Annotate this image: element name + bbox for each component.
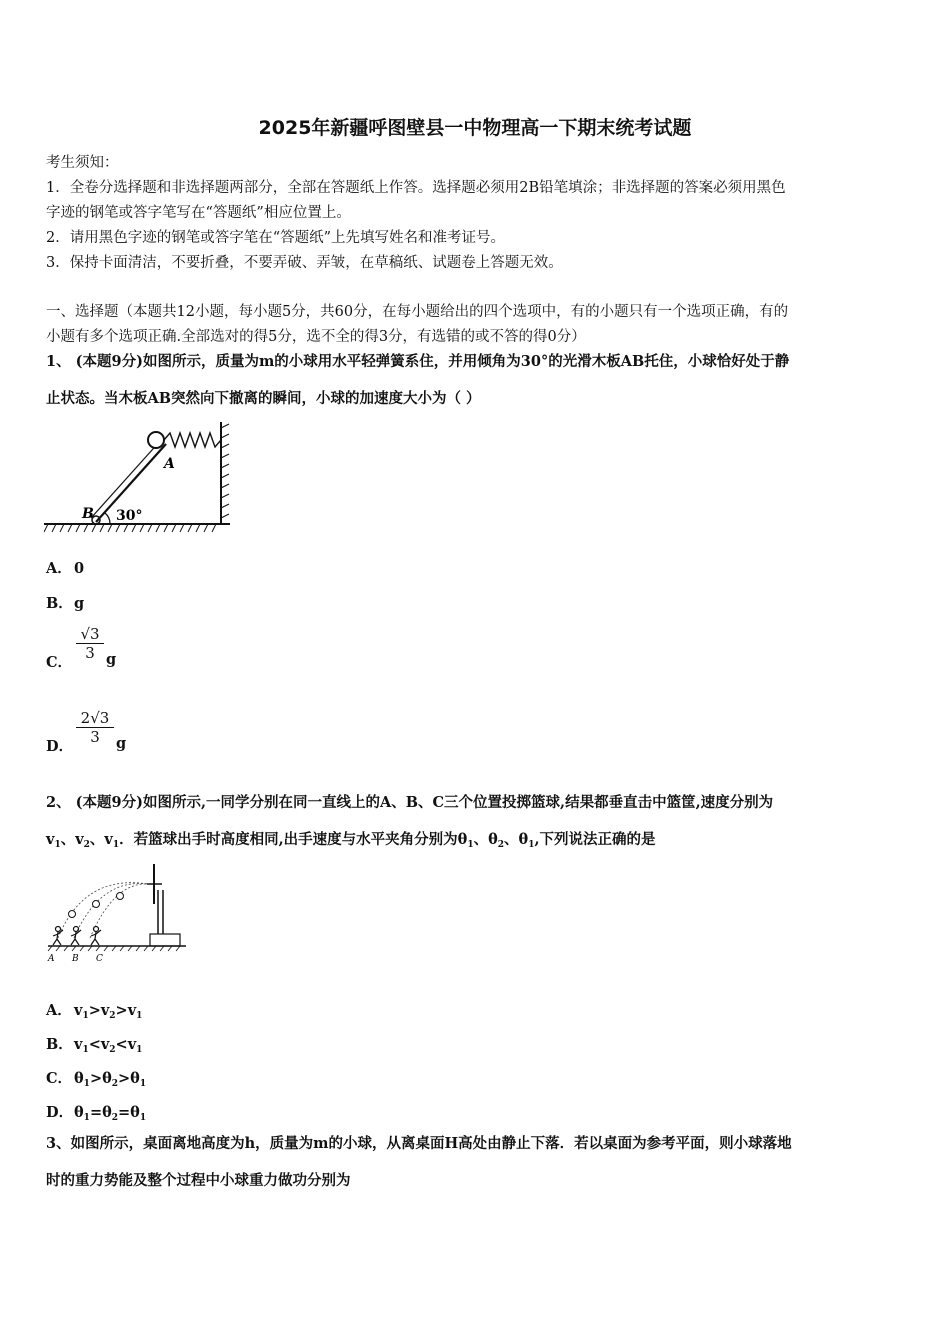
notice-heading: 考生须知：	[46, 155, 119, 171]
option-label: B．	[46, 595, 73, 612]
section-heading: 一、选择题（本题共12小题，每小题5分，共60分，在每小题给出的四个选项中，有的小题只有一个选项正确，有的	[46, 304, 789, 320]
q1-stem-cont: 止状态。当木板AB突然向下撤离的瞬间，小球的加速度大小为（ ）	[46, 390, 481, 407]
angle-label: 30°	[116, 508, 143, 524]
notice-item: 3．保持卡面清洁，不要折叠，不要弄破、弄皱，在草稿纸、试题卷上答题无效。	[46, 255, 563, 271]
q1-stem: 1、 (本题9分)如图所示，质量为m的小球用水平轻弹簧系住，并用倾角为30°的光滑木板AB托住，小球恰好处于静	[46, 353, 790, 370]
q1-option-a[interactable]	[46, 557, 84, 578]
q2-option-a[interactable]: A． $v_1>v_2>v_1$	[46, 1002, 143, 1021]
label-a: A	[164, 456, 175, 472]
option-suffix: g	[116, 735, 127, 752]
option-text: g	[74, 595, 85, 612]
q1-option-b[interactable]	[46, 592, 84, 613]
option-suffix: g	[106, 651, 117, 668]
fraction-denominator: 3	[85, 644, 95, 662]
q2-option-b[interactable]: B．$v_1<v_2<v_1$	[46, 1036, 143, 1055]
fraction	[76, 625, 104, 662]
fraction-numerator: √3	[80, 625, 100, 643]
q2-figure-basketball	[44, 860, 190, 964]
q2-stem-cont: $v_1$、$v_2$、$v_1$．若篮球出手时高度相同,出手速度与水平夹角分别为$\theta_1$、$\theta_2$、$\theta_1$,下列说法正确的是	[46, 831, 656, 850]
option-label: A．	[46, 560, 72, 577]
q1-figure-incline-spring	[44, 418, 236, 538]
option-text: 0	[74, 560, 85, 577]
label-b: B	[82, 506, 94, 522]
notice-item: 1．全卷分选择题和非选择题两部分，全部在答题纸上作答。选择题必须用2B铅笔填涂；非选择题的答案必须用黑色	[46, 180, 786, 196]
position-label-b: B	[72, 954, 79, 964]
q2-option-d[interactable]: D．$\theta_1=\theta_2=\theta_1$	[46, 1104, 147, 1123]
q2-option-c[interactable]: C． $\theta_1>\theta_2>\theta_1$	[46, 1070, 147, 1089]
position-label-a: A	[48, 954, 55, 964]
fraction	[76, 709, 114, 746]
option-label: D．	[46, 738, 74, 755]
q3-stem-cont: 时的重力势能及整个过程中小球重力做功分别为	[46, 1172, 351, 1189]
q2-stem: 2、 (本题9分)如图所示,一同学分别在同一直线上的A、B、C三个位置投掷篮球,结果都垂直击中篮筐,速度分别为	[46, 794, 774, 811]
section-heading-cont: 小题有多个选项正确.全部选对的得5分，选不全的得3分，有选错的或不答的得0分）	[46, 329, 586, 345]
notice-item: 2．请用黑色字迹的钢笔或答字笔在“答题纸”上先填写姓名和准考证号。	[46, 230, 506, 246]
option-label: C．	[46, 654, 73, 671]
fraction-numerator: 2√3	[80, 709, 110, 727]
position-label-c: C	[96, 954, 103, 964]
page-title: 2025年新疆呼图壁县一中物理高一下期末统考试题	[258, 117, 692, 139]
fraction-denominator: 3	[90, 728, 100, 746]
q3-stem: 3、如图所示，桌面离地高度为h，质量为m的小球，从离桌面H高处由静止下落．若以桌面为参考平面，则小球落地	[46, 1135, 792, 1152]
notice-item: 字迹的钢笔或答字笔写在“答题纸”相应位置上。	[46, 205, 351, 221]
